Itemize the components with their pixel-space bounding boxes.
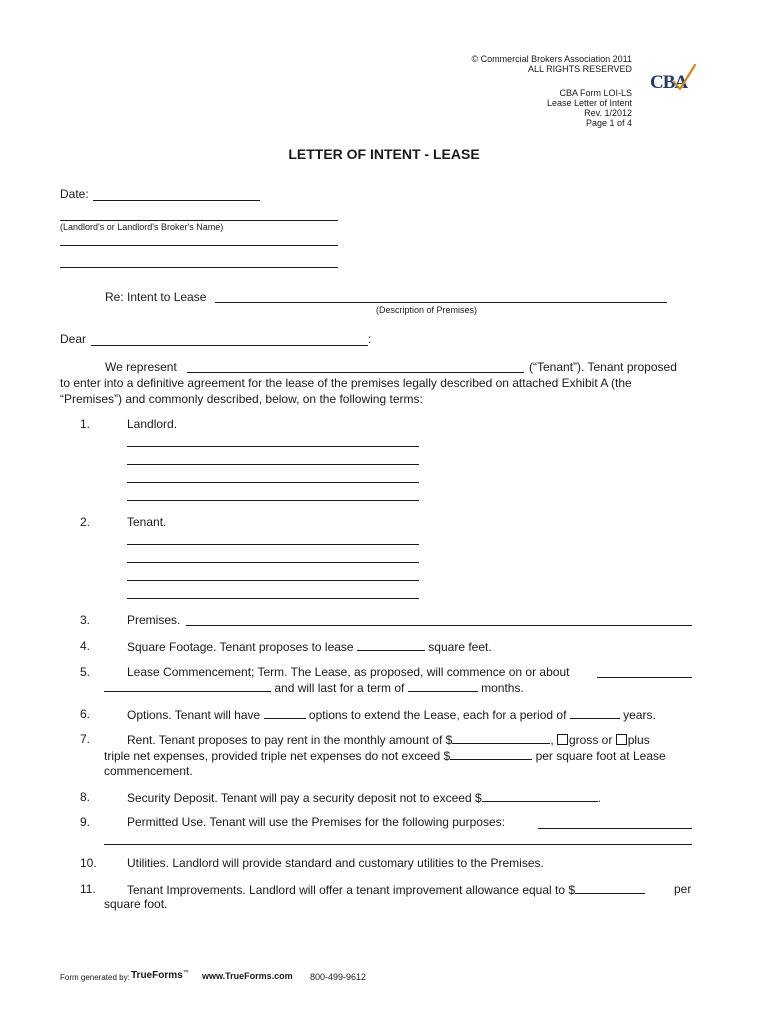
page-number: Page 1 of 4 bbox=[585, 118, 632, 128]
item-3-number: 3. bbox=[80, 613, 91, 627]
item-5-number: 5. bbox=[80, 665, 91, 679]
item-4-number: 4. bbox=[80, 639, 91, 653]
dear-colon: : bbox=[368, 332, 372, 346]
item-8-text-a: Security Deposit. Tenant will pay a security deposit not to exceed $ bbox=[127, 791, 482, 805]
item-7-number: 7. bbox=[80, 732, 91, 746]
item-7-text-a: Rent. Tenant proposes to pay rent in the monthly amount of $ bbox=[127, 733, 453, 747]
date-label: Date: bbox=[60, 187, 89, 201]
item-11-text-a: Tenant Improvements. Landlord will offer a tenant improvement allowance equal to $ bbox=[127, 883, 576, 897]
copyright-notice bbox=[471, 54, 632, 74]
item-11-text-b: per bbox=[674, 882, 692, 896]
form-rev: Rev. 1/2012 bbox=[584, 108, 632, 118]
rights-text: ALL RIGHTS RESERVED bbox=[527, 64, 632, 74]
item-4-text-a: Square Footage. Tenant proposes to lease bbox=[127, 640, 354, 654]
item-2-number: 2. bbox=[80, 515, 91, 529]
item-5-text-b: and will last for a term of bbox=[274, 681, 405, 695]
item-4-text bbox=[127, 639, 492, 655]
item-6-number: 6. bbox=[80, 707, 91, 721]
tenant-name-field[interactable] bbox=[187, 372, 524, 373]
item-7-text-line-1 bbox=[127, 732, 650, 748]
plus-checkbox[interactable] bbox=[616, 734, 627, 745]
item-2-label: Tenant. bbox=[127, 515, 167, 529]
landlord-name-field[interactable] bbox=[60, 220, 338, 221]
re-label: Re: Intent to Lease bbox=[105, 290, 207, 304]
item-11-number: 11. bbox=[80, 882, 96, 896]
monthly-rent-field[interactable] bbox=[452, 732, 550, 744]
commencement-date-field[interactable] bbox=[597, 677, 692, 678]
date-field[interactable] bbox=[93, 200, 260, 201]
item-11-text-line-1 bbox=[127, 882, 645, 898]
landlord-line-2[interactable] bbox=[127, 464, 419, 465]
tenant-line-4[interactable] bbox=[127, 598, 419, 599]
option-period-field[interactable] bbox=[570, 707, 620, 719]
square-feet-field[interactable] bbox=[357, 639, 425, 651]
item-7-text-d: plus bbox=[627, 733, 650, 747]
footer-generated-by: Form generated by: bbox=[60, 973, 130, 982]
premises-description-field[interactable] bbox=[215, 302, 667, 303]
item-6-text-c: years. bbox=[623, 708, 656, 722]
copyright-text: © Commercial Brokers Association 2011 bbox=[471, 54, 632, 64]
landlord-address-field-2[interactable] bbox=[60, 267, 338, 268]
checkmark-icon bbox=[670, 62, 696, 92]
landlord-address-field-1[interactable] bbox=[60, 245, 338, 246]
form-name: CBA Form LOI-LS bbox=[559, 88, 632, 98]
item-6-text-b: options to extend the Lease, each for a period of bbox=[308, 708, 567, 722]
item-5-text-c: months. bbox=[481, 681, 524, 695]
intro-tenant-tail: (“Tenant”). Tenant proposed bbox=[529, 360, 677, 374]
dear-label: Dear bbox=[60, 332, 87, 346]
landlord-caption: (Landlord's or Landlord's Broker's Name) bbox=[60, 222, 224, 232]
item-9-text: Permitted Use. Tenant will use the Premises for the following purposes: bbox=[127, 815, 505, 829]
landlord-line-3[interactable] bbox=[127, 482, 419, 483]
cba-logo-text: CBA bbox=[650, 72, 688, 93]
premises-field[interactable] bbox=[186, 625, 692, 626]
gross-checkbox[interactable] bbox=[557, 734, 568, 745]
item-10-text: Utilities. Landlord will provide standard and customary utilities to the Premises. bbox=[127, 856, 544, 870]
permitted-use-field-1[interactable] bbox=[538, 828, 692, 829]
intro-we-represent: We represent bbox=[105, 360, 177, 374]
form-desc: Lease Letter of Intent bbox=[546, 98, 632, 108]
item-7-text-line-2 bbox=[104, 748, 666, 764]
tenant-line-3[interactable] bbox=[127, 580, 419, 581]
cba-logo bbox=[648, 62, 698, 96]
commencement-date-field-2[interactable] bbox=[104, 680, 271, 692]
footer-url[interactable]: www.TrueForms.com bbox=[202, 971, 293, 981]
intro-line-3: “Premises”) and commonly described, below, on the following terms: bbox=[60, 392, 423, 406]
item-5-text-a: Lease Commencement; Term. The Lease, as proposed, will commence on or about bbox=[127, 665, 570, 679]
term-months-field[interactable] bbox=[408, 680, 478, 692]
ti-allowance-field[interactable] bbox=[575, 882, 645, 894]
item-7-text-e: triple net expenses, provided triple net expenses do not exceed $ bbox=[104, 749, 451, 763]
premises-caption: (Description of Premises) bbox=[376, 305, 478, 315]
item-8-text-b: . bbox=[597, 791, 601, 805]
item-1-number: 1. bbox=[80, 417, 91, 431]
item-10-number: 10. bbox=[80, 856, 97, 870]
item-9-number: 9. bbox=[80, 815, 91, 829]
intro-line-2: to enter into a definitive agreement for the lease of the premises legally described on attached Exhibit A (the bbox=[60, 376, 632, 390]
nnn-cap-field[interactable] bbox=[450, 748, 532, 760]
item-8-text bbox=[127, 790, 601, 806]
footer-phone: 800-499-9612 bbox=[310, 972, 367, 982]
item-7-text-f: per square foot at Lease bbox=[535, 749, 666, 763]
item-7-text-b: , bbox=[550, 733, 554, 747]
options-count-field[interactable] bbox=[264, 707, 306, 719]
dear-name-field[interactable] bbox=[91, 345, 368, 346]
footer-tm: ™ bbox=[182, 970, 189, 976]
footer-brand-name: TrueForms bbox=[131, 970, 183, 981]
form-info bbox=[547, 88, 632, 128]
item-7-text-g: commencement. bbox=[104, 764, 193, 778]
page-title: LETTER OF INTENT - LEASE bbox=[288, 146, 480, 162]
landlord-line-1[interactable] bbox=[127, 446, 419, 447]
item-5-text-line-2 bbox=[104, 680, 524, 696]
item-4-text-b: square feet. bbox=[428, 640, 492, 654]
item-1-label: Landlord. bbox=[127, 417, 178, 431]
item-8-number: 8. bbox=[80, 790, 91, 804]
footer-brand bbox=[131, 970, 189, 981]
tenant-line-2[interactable] bbox=[127, 562, 419, 563]
item-6-text bbox=[127, 707, 656, 723]
security-deposit-field[interactable] bbox=[482, 790, 598, 802]
tenant-line-1[interactable] bbox=[127, 544, 419, 545]
item-3-label: Premises. bbox=[127, 613, 181, 627]
permitted-use-field-2[interactable] bbox=[104, 844, 692, 845]
item-7-text-c: gross or bbox=[569, 733, 613, 747]
landlord-line-4[interactable] bbox=[127, 500, 419, 501]
item-6-text-a: Options. Tenant will have bbox=[127, 708, 261, 722]
item-11-text-c: square foot. bbox=[104, 897, 168, 911]
